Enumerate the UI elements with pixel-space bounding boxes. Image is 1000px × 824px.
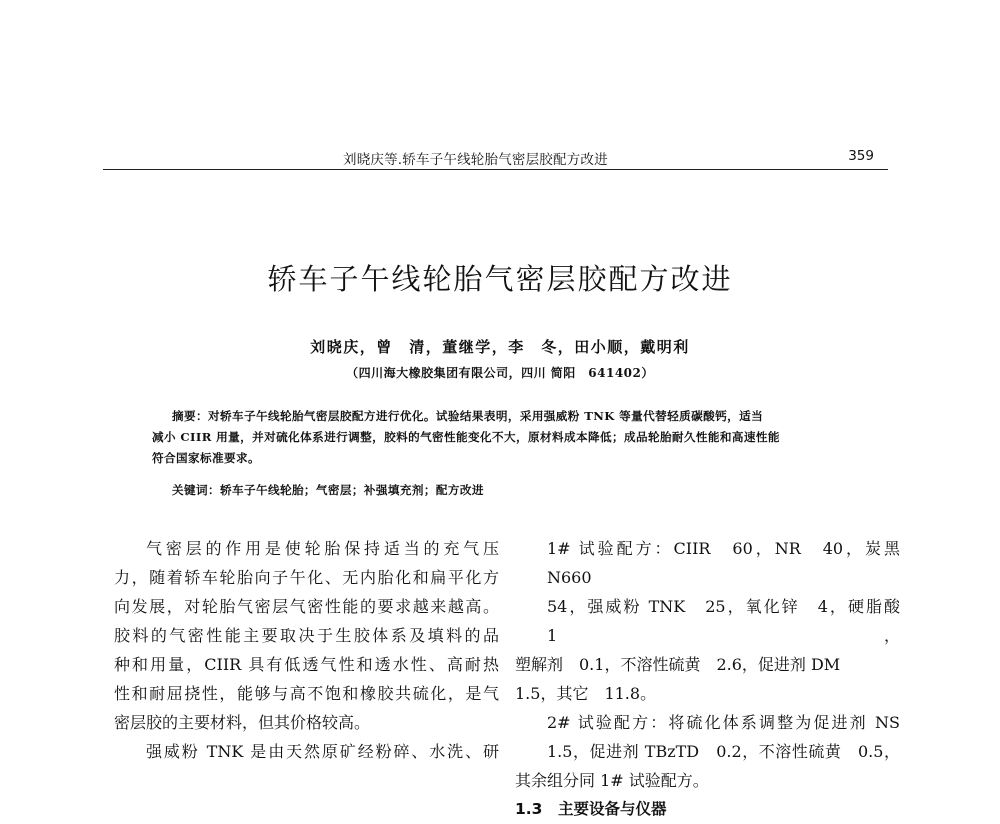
body-text-line: 向发展，对轮胎气密层气密性能的要求越来越高。 bbox=[114, 597, 499, 616]
page-number: 359 bbox=[848, 148, 874, 164]
body-text-line: 气密层的作用是使轮胎保持适当的充气压 bbox=[146, 539, 499, 558]
body-text-line: 胶料的气密性能主要取决于生胶体系及填料的品 bbox=[114, 626, 499, 645]
body-text-line: 2# 试验配方：将硫化体系调整为促进剂 NS bbox=[547, 713, 900, 732]
body-left-column bbox=[114, 534, 499, 766]
body-text-line: 性和耐屈挠性，能够与高不饱和橡胶共硫化，是气 bbox=[114, 684, 499, 703]
body-right-column bbox=[515, 534, 917, 824]
body-text-line: 1.5，促进剂 TBzTD 0.2，不溶性硫黄 0.5， bbox=[547, 742, 900, 761]
body-text-line: 1.5，其它 11.8。 bbox=[515, 684, 657, 703]
affiliation: （四川海大橡胶集团有限公司，四川 简阳 641402） bbox=[346, 366, 654, 380]
abstract-line: 摘要：对轿车子午线轮胎气密层胶配方进行优化。试验结果表明，采用强威粉 TNK 等量代替轻质碳酸钙，适当 bbox=[172, 409, 764, 423]
body-text-line: 密层胶的主要材料，但其价格较高。 bbox=[114, 713, 371, 732]
keywords: 关键词：轿车子午线轮胎；气密层；补强填充剂；配方改进 bbox=[172, 483, 484, 497]
running-header bbox=[103, 140, 888, 170]
body-text-line: 54，强威粉 TNK 25，氧化锌 4，硬脂酸 1， bbox=[547, 597, 917, 645]
body-text-line: 1# 试验配方：CIIR 60，NR 40，炭黑 N660 bbox=[547, 539, 900, 587]
header-rule bbox=[103, 169, 888, 170]
abstract-line: 减小 CIIR 用量，并对硫化体系进行调整，胶料的气密性能变化不大，原材料成本降低；成品轮胎耐久性能和高速性能 bbox=[152, 430, 780, 444]
abstract-line: 符合国家标准要求。 bbox=[152, 451, 260, 465]
body-text-line: 力，随着轿车轮胎向子午化、无内胎化和扁平化方 bbox=[114, 568, 499, 587]
body-text-line: 塑解剂 0.1，不溶性硫黄 2.6，促进剂 DM bbox=[515, 655, 841, 674]
body-text-line: 种和用量，CIIR 具有低透气性和透水性、高耐热 bbox=[114, 655, 499, 674]
abstract bbox=[152, 406, 852, 469]
author-list: 刘晓庆，曾 清，董继学，李 冬，田小顺，戴明利 bbox=[310, 338, 690, 356]
running-title: 刘晓庆等.轿车子午线轮胎气密层胶配方改进 bbox=[343, 152, 608, 168]
body-text-line: 其余组分同 1# 试验配方。 bbox=[515, 771, 709, 790]
article-title: 轿车子午线轮胎气密层胶配方改进 bbox=[267, 262, 733, 297]
body-text-line: 强威粉 TNK 是由天然原矿经粉碎、水洗、研 bbox=[146, 742, 499, 761]
section-heading: 1.3 主要设备与仪器 bbox=[515, 800, 667, 818]
